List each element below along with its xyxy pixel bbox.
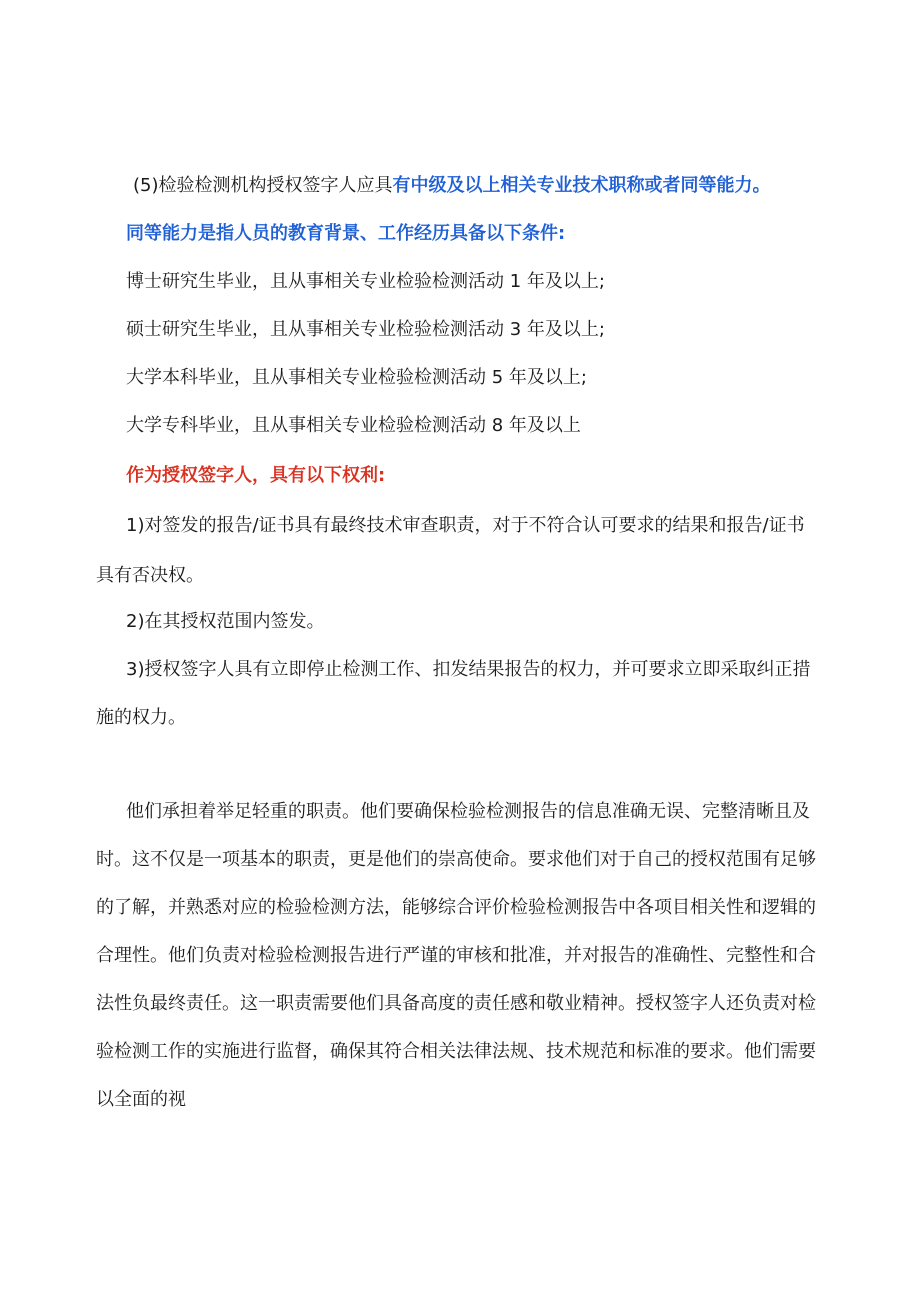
- body-paragraph-line: 他们承担着举足轻重的职责。他们要确保检验检测报告的信息准确无误、完整清晰且及: [126, 801, 810, 822]
- condition-item: 大学专科毕业，且从事相关专业检验检测活动 8 年及以上: [126, 415, 581, 436]
- body-paragraph-line: 时。这不仅是一项基本的职责，更是他们的崇高使命。要求他们对于自己的授权范围有足够: [96, 849, 816, 870]
- right-item-1-line2: 具有否决权。: [96, 565, 204, 586]
- right-item-3-line1: 3)授权签字人具有立即停止检测工作、扣发结果报告的权力，并可要求立即采取纠正措: [126, 659, 811, 680]
- right-item-1-line1: 1)对签发的报告/证书具有最终技术审查职责，对于不符合认可要求的结果和报告/证书: [126, 515, 805, 536]
- right-item-2: 2)在其授权范围内签发。: [126, 611, 325, 632]
- condition-item: 大学本科毕业，且从事相关专业检验检测活动 5 年及以上;: [126, 367, 587, 388]
- body-paragraph-line: 以全面的视: [96, 1089, 186, 1110]
- condition-item: 博士研究生毕业，且从事相关专业检验检测活动 1 年及以上;: [126, 271, 605, 292]
- qualification-text-highlight: 有中级及以上相关专业技术职称或者同等能力。: [392, 175, 771, 196]
- rights-heading: 作为授权签字人，具有以下权利:: [126, 465, 386, 486]
- body-paragraph-line: 的了解，并熟悉对应的检验检测方法，能够综合评价检验检测报告中各项目相关性和逻辑的: [96, 897, 816, 918]
- body-paragraph-line: 验检测工作的实施进行监督，确保其符合相关法律法规、技术规范和标准的要求。他们需要: [96, 1041, 816, 1062]
- qualification-text-plain: (5)检验检测机构授权签字人应具: [133, 175, 393, 196]
- qualification-line: [133, 172, 920, 200]
- condition-item: 硕士研究生毕业，且从事相关专业检验检测活动 3 年及以上;: [126, 319, 605, 340]
- right-item-3-line2: 施的权力。: [96, 707, 186, 728]
- body-paragraph-line: 法性负最终责任。这一职责需要他们具备高度的责任感和敬业精神。授权签字人还负责对检: [96, 993, 816, 1014]
- equivalent-ability-heading: 同等能力是指人员的教育背景、工作经历具备以下条件:: [126, 223, 566, 244]
- body-paragraph-line: 合理性。他们负责对检验检测报告进行严谨的审核和批准，并对报告的准确性、完整性和合: [96, 945, 816, 966]
